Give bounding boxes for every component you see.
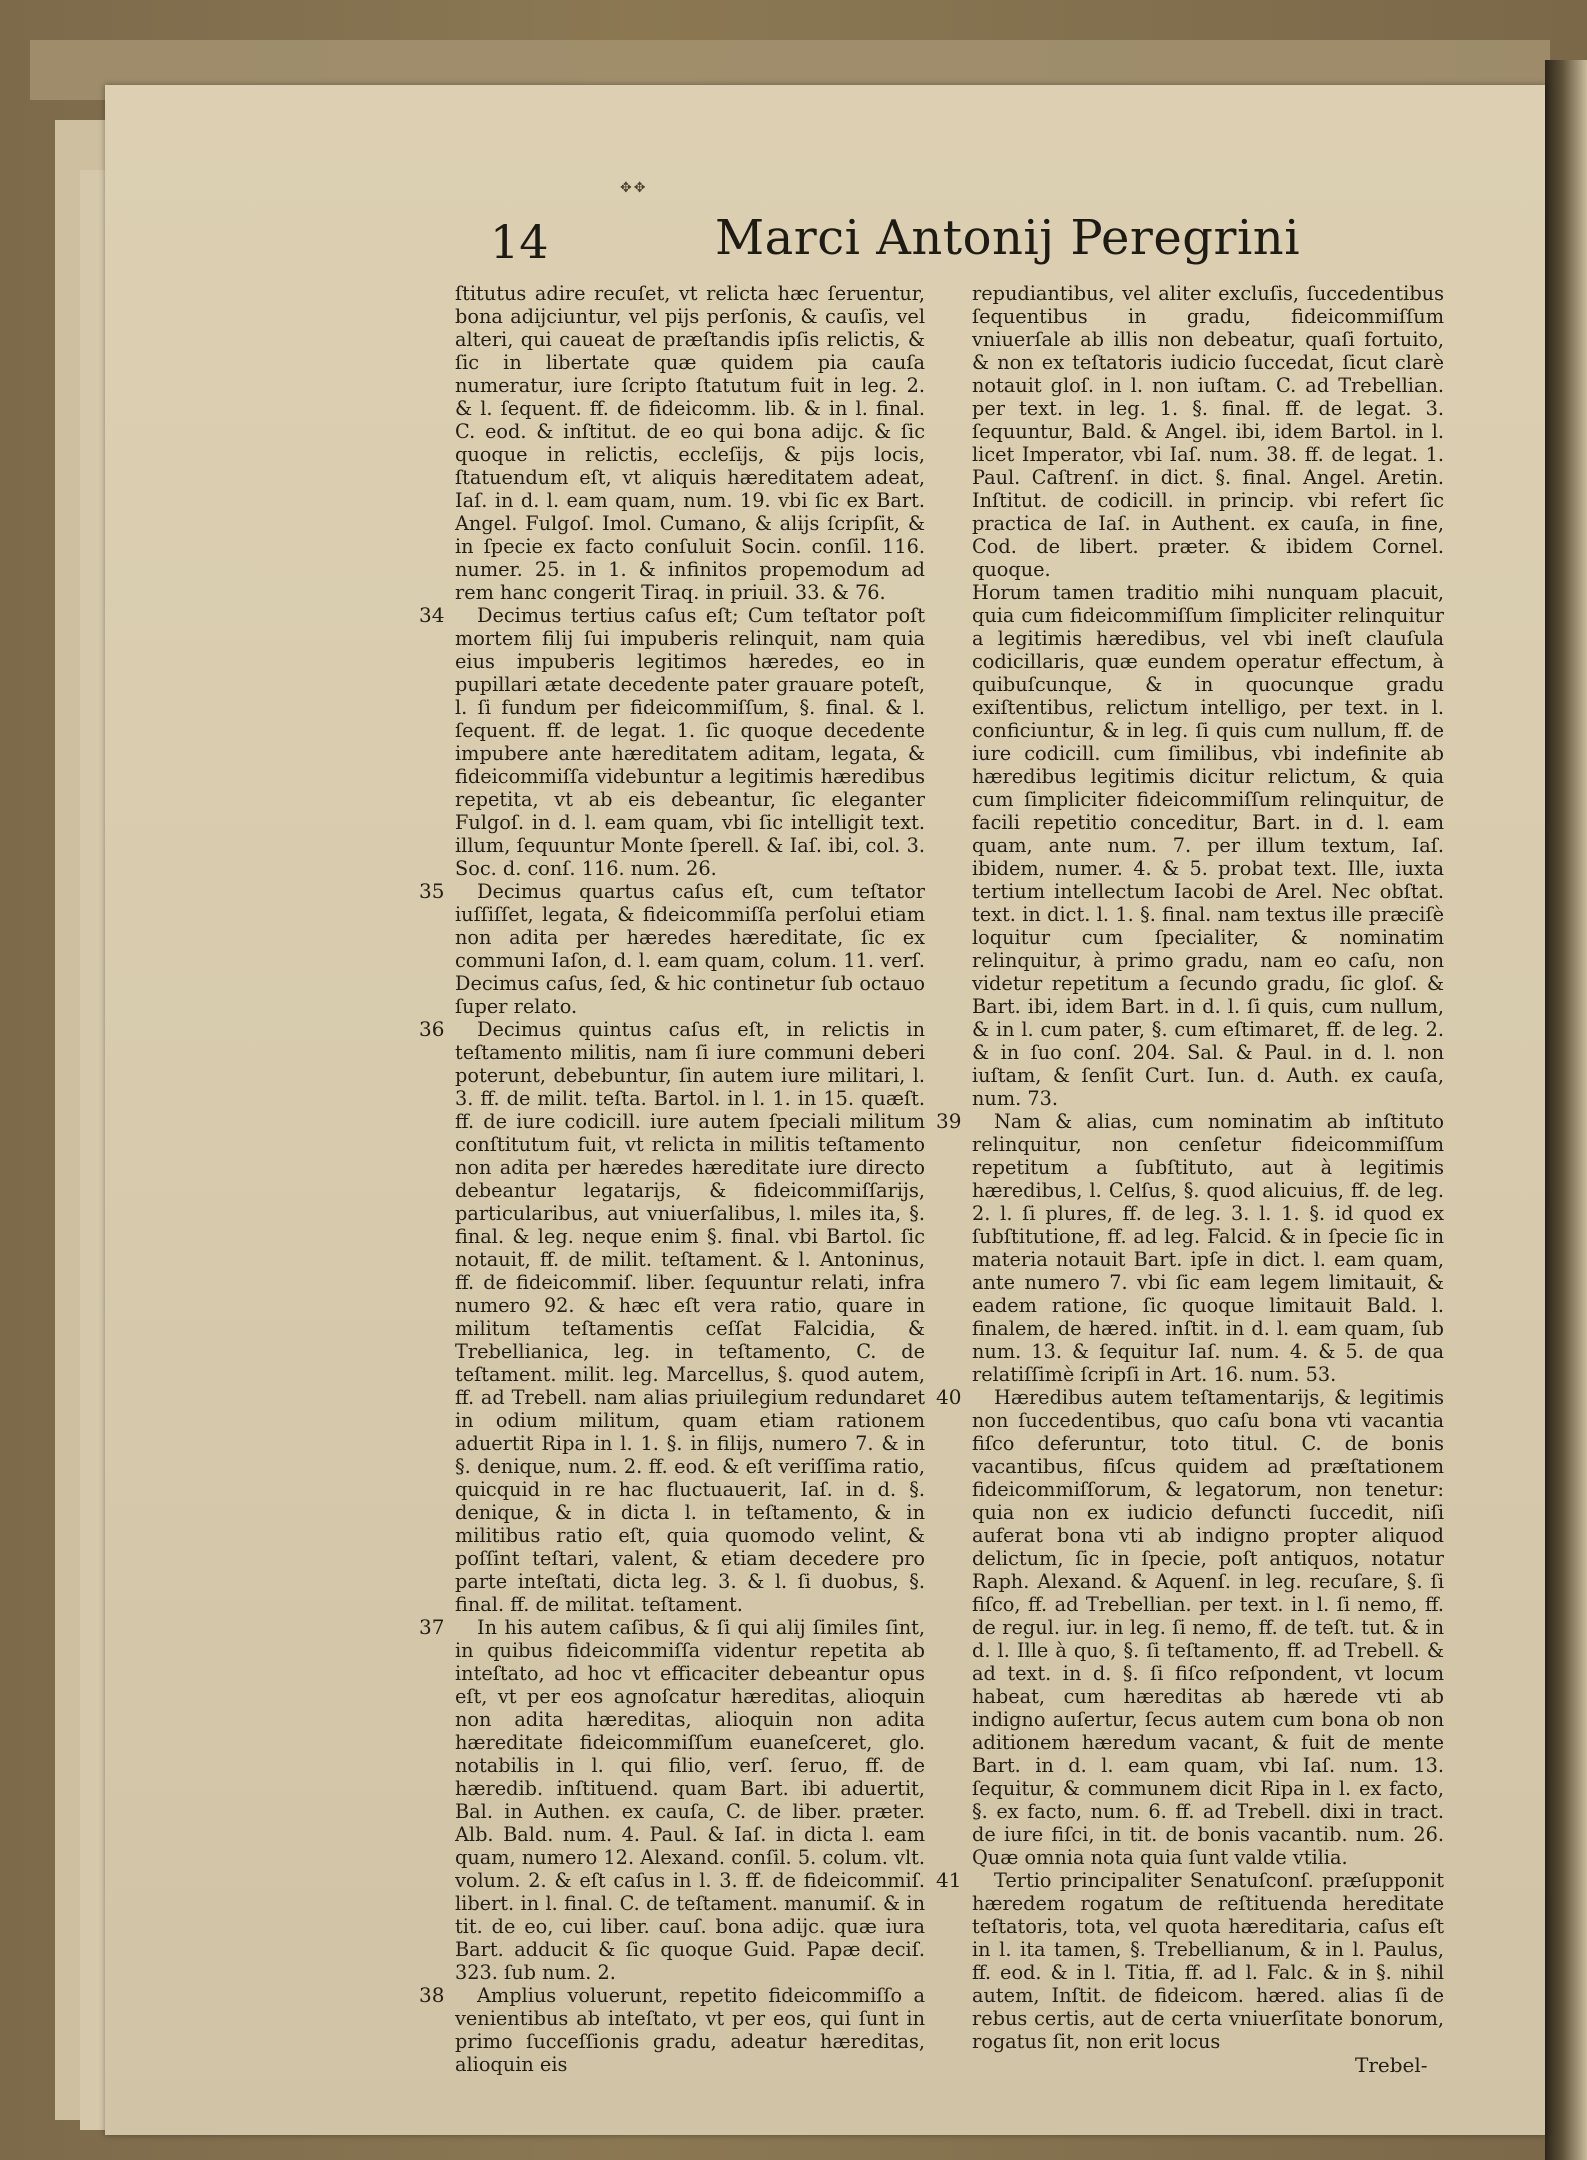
paragraph-number: 40 xyxy=(936,1385,962,1409)
paragraph xyxy=(419,879,925,1018)
paragraph-text: ſtitutus adire recuſet, vt relicta hæc ſeruentur, bona adijciuntur, vel pijs perſonis, & cauſis, vel alteri, qui caueat de præſtandis ipſis relictis, & ſic in libertate quæ quidem pia cauſa numeratur, iure ſcripto ſtatutum fuit in leg. 2. & l. ſequent. ff. de fideicomm. lib. & in l. final. C. eod. & inſtitut. de eo qui bona adijc. & ſic quoque in relictis, eccleſijs, & pijs locis, ſtatuendum eſt, vt aliquis hæreditatem adeat, Iaſ. in d. l. eam quam, num. 19. vbi ſic ex Bart. Angel. Fulgoſ. Imol. Cumano, & alijs ſcripſit, & in ſpecie ex facto conſuluit Socin. conſil. 116. numer. 25. in 1. & infinitos propemodum ad rem hanc congerit Tiraq. in priuil. 33. & 76. xyxy=(455,282,925,604)
paragraph-text: Decimus quintus caſus eſt, in relictis in teſtamento militis, nam ſi iure communi deberi poterunt, debebuntur, ſin autem iure militari, l. 3. ff. de milit. teſta. Bartol. in l. 1. in 15. quæſt. ff. de iure codicill. iure autem ſpeciali militum conſtitutum fuit, vt relicta in militis teſtamento non adita per hæredes hæreditate iure directo debeantur legatarijs, & fideicommiſſarijs, particularibus, aut vniuerſalibus, l. miles ita, §. final. & leg. neque enim §. final. vbi Bartol. ſic notauit, ff. de milit. teſtament. & l. Antoninus, ff. de fideicommiſ. liber. ſequuntur relati, infra numero 92. & hæc eſt vera ratio, quare in militum teſtamentis ceſſat Falcidia, & Trebellianica, leg. in teſtamento, C. de teſtament. milit. leg. Marcellus, §. quod autem, ff. ad Trebell. nam alias priuilegium redundaret in odium militum, quam etiam rationem aduertit Ripa in l. 1. §. in filijs, numero 7. & in §. denique, num. 2. ff. eod. & eſt veriſſima ratio, quicquid in re hac fluctuauerit, Iaſ. in d. §. denique, & in dicta l. in teſtamento, & in militibus ratio eſt, quia quomodo velint, & poſſint teſtari, valent, & etiam decedere pro parte inteſtati, dicta leg. 3. & l. ſi duobus, §. final. ff. de militat. teſtament. xyxy=(455,1018,925,1616)
paragraph xyxy=(936,1385,1444,1869)
paragraph xyxy=(936,1868,1444,2053)
paragraph xyxy=(936,1109,1444,1386)
paragraph-text: Horum tamen traditio mihi nunquam placuit, quia cum fideicommiſſum ſimpliciter relinquitur a legitimis hæredibus, vel vbi ineſt clauſula codicillaris, quæ eundem operatur effectum, à quibuſcunque, & in quocunque gradu exiſtentibus, relictum intelligo, per text. in l. conficiuntur, & in leg. ſi quis cum nullum, ff. de iure codicill. cum ſimilibus, vbi indefinite ab hæredibus legitimis dicitur relictum, & quia cum ſimpliciter fideicommiſſum relinquitur, de facili repetitio conceditur, Bart. in d. l. eam quam, ante num. 7. per illum textum, Iaſ. ibidem, numer. 4. & 5. probat text. Ille, iuxta tertium intellectum Iacobi de Arel. Nec obſtat. text. in dict. l. 1. §. final. nam textus ille præciſè loquitur cum ſpecialiter, & nominatim relinquitur, à primo gradu, nam eo caſu, non videtur repetitum a ſecundo gradu, ſic gloſ. & Bart. ibi, idem Bart. in d. l. ſi quis, cum nullum, & in l. cum pater, §. cum eſtimaret, ff. de leg. 2. & in ſuo conſ. 204. Sal. & Paul. in d. l. non iuſtam, & ſenſit Curt. Iun. d. Auth. ex cauſa, num. 73. xyxy=(972,581,1444,1110)
paragraph-number: 41 xyxy=(936,1868,962,1892)
left-text-column xyxy=(419,282,925,2076)
paragraph-number: 34 xyxy=(419,603,445,627)
paragraph-text: Tertio principaliter Senatuſconſ. præſupponit hæredem rogatum de reſtituenda hereditate teſtatoris, tota, vel quota hæreditaria, caſus eſt in l. ita tamen, §. Trebellianum, & in l. Paulus, ff. eod. & in l. Titia, ff. ad l. Falc. & in §. nihil autem, Inſtit. de fideicom. hæred. alias ſi de rebus certis, aut de certa vniuerſitate bonorum, rogatus ſit, non erit locus xyxy=(972,1869,1444,2053)
paragraph-text: Hæredibus autem teſtamentarijs, & legitimis non ſuccedentibus, quo caſu bona vti vacantia fiſco deferuntur, toto titul. C. de bonis vacantibus, fiſcus quidem ad præſtationem fideicommiſſorum, & legatorum, non tenetur: quia non ex iudicio defuncti ſuccedit, niſi auferat bona vti ab indigno propter aliquod delictum, ſic in ſpecie, poſt antiquos, notatur Raph. Alexand. & Aquenſ. in leg. recuſare, §. ſi fiſco, ff. ad Trebellian. per text. in l. ſi nemo, ff. de regul. iur. in leg. ſi nemo, ff. de teſt. tut. & in d. l. Ille à quo, §. ſi teſtamento, ff. ad Trebell. & ad text. in d. §. ſi fiſco reſpondent, vt locum habeat, cum hæreditas ab hærede vti ab indigno auſertur, ſecus autem cum bona ob non aditionem hæredum vacant, & fuit de mente Bart. in d. l. eam quam, vbi Iaſ. num. 13. ſequitur, & communem dicit Ripa in l. ex facto, §. ex facto, num. 6. ff. ad Trebell. dixi in tract. de iure fiſci, in tit. de bonis vacantib. num. 26. Quæ omnia nota quia ſunt valde vtilia. xyxy=(972,1386,1444,1869)
right-text-column xyxy=(936,282,1444,2053)
paragraph xyxy=(972,282,1444,581)
paragraph-text: Amplius voluerunt, repetito fideicommiſſo a venientibus ab inteſtato, vt per eos, qui ſunt in primo ſucceſſionis gradu, adeatur hæreditas, alioquin eis xyxy=(455,1984,925,2076)
paragraph-number: 36 xyxy=(419,1017,445,1041)
paragraph-number: 39 xyxy=(936,1109,962,1133)
paragraph-text: In his autem caſibus, & ſi qui alij ſimiles ſint, in quibus fideicommiſſa videntur repetita ab inteſtato, ad hoc vt efficaciter debeantur opus eſt, vt per eos agnoſcatur hæreditas, alioquin non adita hæreditas, alioquin non adita hæreditate fideicommiſſum euaneſceret, glo. notabilis in l. qui filio, verſ. ſeruo, ff. de hæredib. inſtituend. quam Bart. ibi aduertit, Bal. in Authen. ex cauſa, C. de liber. præter. Alb. Bald. num. 4. Paul. & Iaſ. in dicta l. eam quam, numero 12. Alexand. conſil. 5. colum. vlt. volum. 2. & eſt caſus in l. 3. ff. de fideicommiſ. libert. in l. final. C. de teſtament. manumiſ. & in tit. de eo, cui liber. cauſ. bona adijc. quæ iura Bart. adducit & ſic quoque Guid. Papæ deciſ. 323. ſub num. 2. xyxy=(455,1616,925,1984)
paragraph xyxy=(419,1983,925,2076)
paragraph-text: repudiantibus, vel aliter excluſis, ſuccedentibus ſequentibus in gradu, fideicommiſſum vniuerſale ab illis non debeatur, quaſi fortuito, & non ex teſtatoris iudicio ſuccedat, ſicut clarè notauit gloſ. in l. non iuſtam. C. ad Trebellian. per text. in leg. 1. §. final. ff. de legat. 3. ſequuntur, Bald. & Angel. ibi, idem Bartol. in l. licet Imperator, vbi Iaſ. num. 38. ff. de legat. 1. Paul. Caſtrenſ. in dict. §. final. Angel. Aretin. Inſtitut. de codicill. in princip. vbi refert ſic practica de Iaſ. in Authent. ex cauſa, in fine, Cod. de libert. præter. & ibidem Cornel. quoque. xyxy=(972,282,1444,581)
printer-ornament-icon: ✥✥ xyxy=(620,180,648,196)
paragraph xyxy=(419,603,925,880)
running-head: Marci Antonij Peregrini xyxy=(715,210,1301,266)
paragraph-number: 35 xyxy=(419,879,445,903)
paragraph-number: 37 xyxy=(419,1615,445,1639)
catchword: Trebel- xyxy=(1355,2053,1428,2077)
paragraph-text: Decimus tertius caſus eſt; Cum teſtator poſt mortem filij ſui impuberis relinquit, nam quia eius impuberis legitimos hæredes, eo in pupillari ætate decedente pater grauare poteſt, l. ſi fundum per fideicommiſſum, §. final. & l. ſequent. ff. de legat. 1. ſic quoque decedente impubere ante hæreditatem aditam, legata, & fideicommiſſa videbuntur a legitimis hæredibus repetita, vt ab eis debeantur, ſic eleganter Fulgoſ. in d. l. eam quam, vbi ſic intelligit text. illum, ſequuntur Monte ſperell. & Iaſ. ibi, col. 3. Soc. d. conſ. 116. num. 26. xyxy=(455,604,925,880)
paragraph xyxy=(455,282,925,604)
paragraph-text: Nam & alias, cum nominatim ab inſtituto relinquitur, non cenſetur fideicommiſſum repetitum a ſubſtituto, aut à legitimis hæredibus, l. Celſus, §. quod alicuius, ff. de leg. 2. l. ſi plures, ff. de leg. 3. l. 1. §. id quod ex ſubſtitutione, ff. ad leg. Falcid. & in ſpecie ſic in materia notauit Bart. ipſe in dict. l. eam quam, ante numero 7. vbi ſic eam legem limitauit, & eadem ratione, ſic quoque limitauit Bald. l. finalem, de hæred. inſtit. in d. l. eam quam, ſub num. 13. & ſequitur Iaſ. num. 4. & 5. de qua relatiſſimè ſcripſi in Art. 16. num. 53. xyxy=(972,1110,1444,1386)
paragraph xyxy=(419,1017,925,1616)
paragraph xyxy=(419,1615,925,1984)
paragraph-number: 38 xyxy=(419,1983,445,2007)
paragraph xyxy=(972,581,1444,1110)
paragraph-text: Decimus quartus caſus eſt, cum teſtator iuſſiſſet, legata, & fideicommiſſa perſolui etiam non adita per hæredes hæreditate, ſic ex communi Iaſon, d. l. eam quam, colum. 11. verſ. Decimus caſus, ſed, & hic continetur ſub octauo ſuper relato. xyxy=(455,880,925,1018)
page-number: 14 xyxy=(490,215,549,269)
binding-gutter xyxy=(1545,60,1587,2160)
